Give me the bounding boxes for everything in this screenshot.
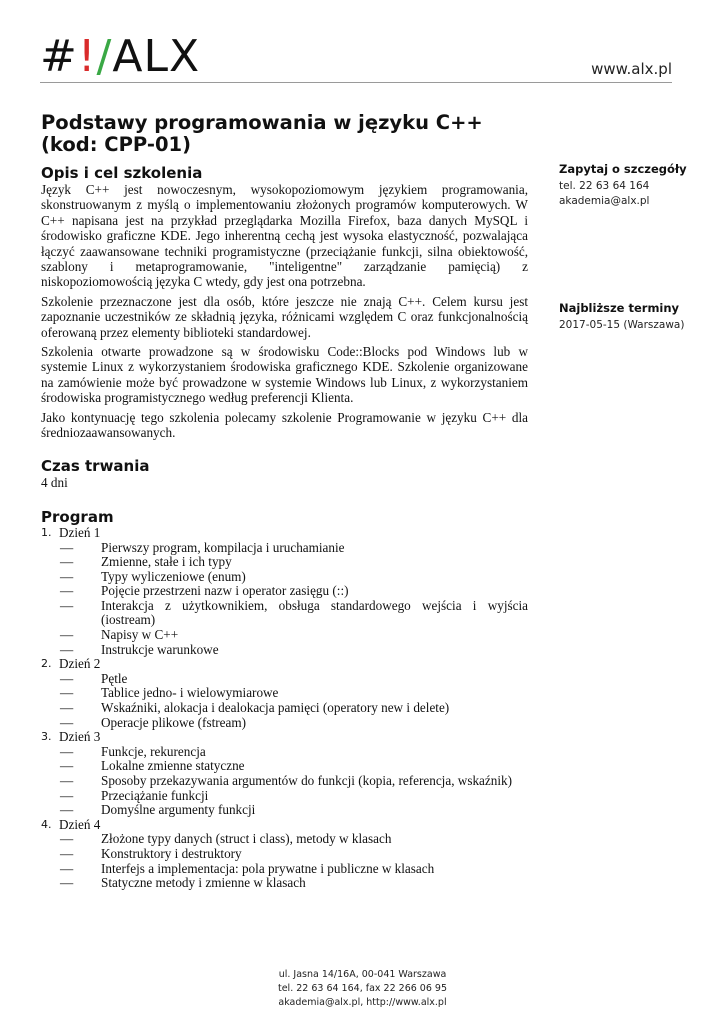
day-topics [59, 541, 528, 658]
topic-item: — Pojęcie przestrzeni nazw i operator zasięgu (::) [59, 584, 528, 599]
topic-item: — Typy wyliczeniowe (enum) [59, 570, 528, 585]
opis-paragraph: Język C++ jest nowoczesnym, wysokopoziomowym językiem programowania, skonstruowanym z myślą o implementowaniu złożonych programów komputerowych. W C++ napisana jest na przykład przeglądarka Mozilla Firefox, baza danych MySQL i środowisko graficzne KDE. Jego inherentną cechą jest wysoka elastyczność, pozwalająca łączyć zaawansowane techniki programistyczne (przeciążanie funkcji, silna obiektowość, szablony i metaprogramowanie, "inteligentne" zarządzanie pamięcią) z niskopoziomowością języka C wtedy, gdy jest ona potrzebna. [41, 182, 528, 290]
topic-item: — Wskaźniki, alokacja i dealokacja pamięci (operatory new i delete) [59, 701, 528, 716]
footer-contact: akademia@alx.pl, http://www.alx.pl [278, 997, 447, 1008]
term-date[interactable]: 2017-05-15 (Warszawa) [559, 319, 685, 331]
czas-heading: Czas trwania [41, 456, 150, 475]
header-divider [40, 82, 672, 83]
topic-item: — Złożone typy danych (struct i class), metody w klasach [59, 832, 528, 847]
opis-paragraph: Szkolenia otwarte prowadzone są w środowisku Code::Blocks pod Windows lub w systemie Linux z wykorzystaniem środowiska graficznego KDE. Szkolenie organizowane na zamówienie może być prowadzone w systemie Windows lub Linux, z wykorzystaniem środowiska programistycznego według preferencji Klienta. [41, 344, 528, 406]
topic-item: — Interakcja z użytkownikiem, obsługa standardowego wejścia i wyjścia (iostream) [59, 599, 528, 628]
program-day [41, 526, 528, 657]
day-topics [59, 672, 528, 730]
page-footer [0, 968, 725, 1010]
contact-heading: Zapytaj o szczegóły [559, 162, 687, 176]
main-content [41, 164, 528, 891]
footer-address: ul. Jasna 14/16A, 00-041 Warszawa [278, 969, 447, 980]
topic-item: — Konstruktory i destruktory [59, 847, 528, 862]
topic-item: — Domyślne argumenty funkcji [59, 803, 528, 818]
section-opis [41, 164, 528, 441]
topic-item: — Interfejs a implementacja: pola prywatne i publiczne w klasach [59, 862, 528, 877]
title-line-2: (kod: CPP-01) [41, 133, 191, 156]
topic-item: — Instrukcje warunkowe [59, 643, 528, 658]
section-program [41, 508, 528, 891]
program-days [41, 526, 528, 891]
topic-item: — Zmienne, stałe i ich typy [59, 555, 528, 570]
logo-slash: / [96, 31, 113, 82]
section-czas [41, 457, 528, 490]
alx-logo [40, 31, 201, 82]
topic-item: — Przeciążanie funkcji [59, 789, 528, 804]
topic-item: — Statyczne metody i zmienne w klasach [59, 876, 528, 891]
program-heading: Program [41, 507, 114, 526]
topic-item: — Operacje plikowe (fstream) [59, 716, 528, 731]
terms-block [559, 301, 709, 333]
page-title [41, 112, 521, 156]
opis-heading: Opis i cel szkolenia [41, 164, 203, 182]
program-day [41, 730, 528, 818]
day-topics [59, 832, 528, 890]
sidebar [559, 162, 709, 333]
opis-paragraph: Szkolenie przeznaczone jest dla osób, które jeszcze nie znają C++. Celem kursu jest zapoznanie uczestników ze składnią języka, różnicami względem C oraz funkcjonalnością oferowaną przez elementy biblioteki standardowej. [41, 293, 528, 340]
day-number: 2. [41, 657, 52, 671]
contact-phone: tel. 22 63 64 164 [559, 180, 650, 192]
topic-item: — Pierwszy program, kompilacja i uruchamianie [59, 541, 528, 556]
topic-item: — Tablice jedno- i wielowymiarowe [59, 686, 528, 701]
logo-hash: # [40, 31, 78, 82]
logo-exclamation: ! [77, 31, 97, 82]
topic-item: — Napisy w C++ [59, 628, 528, 643]
topic-item: — Sposoby przekazywania argumentów do funkcji (kopia, referencja, wskaźnik) [59, 774, 528, 789]
day-number: 1. [41, 525, 52, 539]
day-label: Dzień 3 [59, 729, 101, 745]
topic-item: — Funkcje, rekurencja [59, 745, 528, 760]
day-topics [59, 745, 528, 818]
topic-item: — Pętle [59, 672, 528, 687]
title-line-1: Podstawy programowania w języku C++ [41, 111, 483, 134]
day-label: Dzień 1 [59, 524, 101, 540]
footer-phone: tel. 22 63 64 164, fax 22 266 06 95 [277, 983, 447, 994]
day-number: 4. [41, 817, 52, 831]
program-day [41, 657, 528, 730]
day-label: Dzień 4 [59, 816, 101, 832]
czas-value: 4 dni [41, 474, 68, 490]
terms-heading: Najbliższe terminy [559, 301, 680, 315]
opis-paragraph: Jako kontynuację tego szkolenia polecamy szkolenie Programowanie w języku C++ dla średniozaawansowanych. [41, 409, 528, 441]
logo-brand: ALX [112, 31, 201, 82]
contact-block [559, 162, 709, 209]
day-number: 3. [41, 730, 52, 744]
program-day [41, 818, 528, 891]
topic-item: — Lokalne zmienne statyczne [59, 759, 528, 774]
site-url[interactable]: www.alx.pl [591, 60, 672, 78]
day-label: Dzień 2 [59, 656, 101, 672]
contact-email[interactable]: akademia@alx.pl [559, 195, 650, 207]
